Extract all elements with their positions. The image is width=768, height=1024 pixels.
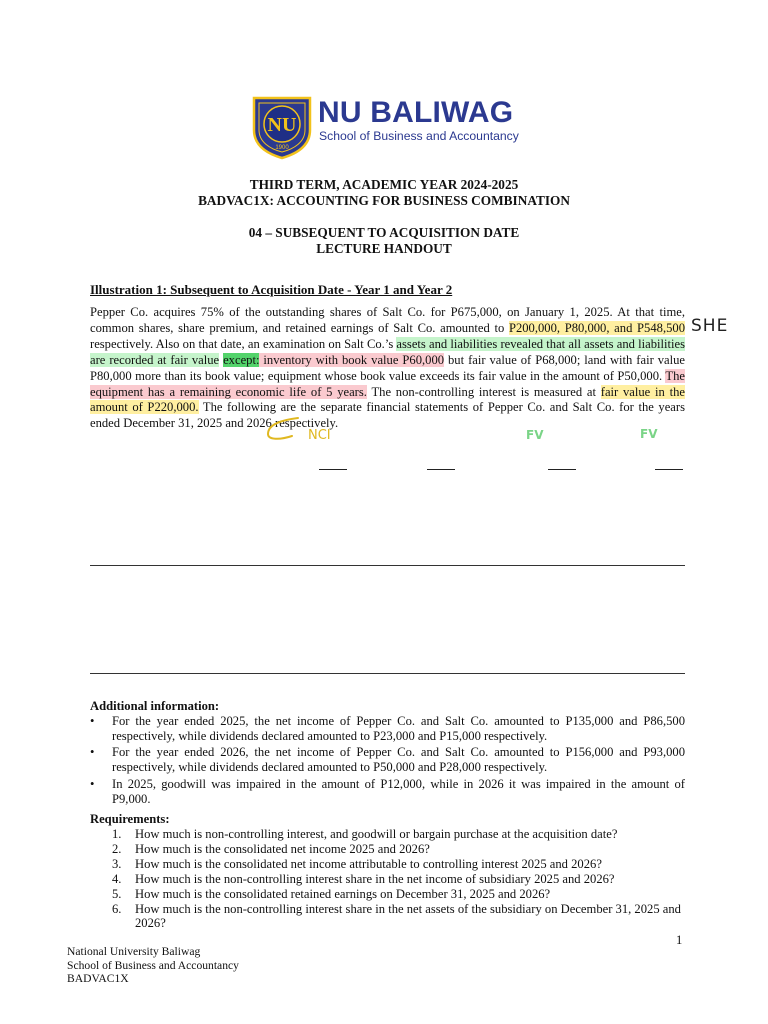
divider	[90, 565, 685, 566]
list-item: 3. How much is the consolidated net income attributable to controlling interest 2025 and 2026?	[112, 856, 602, 871]
footer	[67, 945, 239, 986]
blank-line	[427, 469, 455, 470]
blank-line	[319, 469, 347, 470]
handwritten-arrow-icon	[262, 414, 312, 444]
handwritten-fv-note-2: FV	[640, 427, 658, 441]
list-item: • For the year ended 2025, the net income of Pepper Co. and Salt Co. amounted to P135,000 and P86,500 respectively, while dividends declared amounted to P23,000 and P15,000 respectively.	[90, 714, 685, 744]
requirements-list	[90, 827, 685, 931]
handwritten-nci-note: NCI	[308, 428, 331, 443]
highlight-inventory: inventory with book value P60,000	[259, 352, 445, 367]
requirements-heading: Requirements:	[90, 812, 170, 826]
handwritten-she-note: SHE	[691, 316, 729, 336]
list-item: 6. How much is the non-controlling interest share in the net assets of the subsidiary on December 31, 2025 and 2026?	[112, 901, 681, 931]
highlight-equipment-life: The equipment has a remaining economic life of 5 years.	[90, 368, 685, 399]
brand-name: NU BALIWAG	[318, 96, 514, 129]
highlight-except: except:	[223, 352, 260, 367]
course-heading: BADVAC1X: ACCOUNTING FOR BUSINESS COMBINATION	[198, 193, 570, 208]
list-item: 1. How much is non-controlling interest, and goodwill or bargain purchase at the acquisition date?	[112, 827, 618, 841]
topic-heading: 04 – SUBSEQUENT TO ACQUISITION DATE	[248, 225, 520, 240]
school-logo	[250, 94, 530, 160]
svg-text:1900: 1900	[275, 145, 289, 151]
divider	[90, 673, 685, 674]
illustration-title: Illustration 1: Subsequent to Acquisition Date - Year 1 and Year 2	[90, 282, 453, 297]
handwritten-fv-note-1: FV	[526, 428, 544, 442]
blank-line	[548, 469, 576, 470]
footer-line: National University Baliwag	[67, 945, 201, 958]
highlight-fair-value-statement: assets and liabilities revealed that all assets and liabilities are recorded at fair value	[90, 336, 685, 367]
page-number: 1	[676, 933, 683, 947]
nu-seal-icon	[250, 94, 314, 160]
list-item: • In 2025, goodwill was impaired in the amount of P12,000, while in 2026 it was impaired in the amount of P9,000.	[90, 777, 685, 807]
highlight-nci-fair-value: fair value in the amount of P220,000.	[90, 384, 685, 415]
list-item: 5. How much is the consolidated retained earnings on December 31, 2025 and 2026?	[112, 886, 551, 901]
list-item: • For the year ended 2026, the net income of Pepper Co. and Salt Co. amounted to P156,000 and P93,000 respectively, while dividends declared amounted to P50,000 and P28,000 respectively.	[90, 745, 685, 775]
footer-line: School of Business and Accountancy	[67, 958, 239, 972]
handout-heading: LECTURE HANDOUT	[316, 241, 452, 256]
brand-subtitle: School of Business and Accountancy	[319, 129, 519, 143]
additional-info-list	[90, 714, 685, 808]
highlight-equity-values: P200,000, P80,000, and P548,500	[508, 320, 685, 335]
term-heading: THIRD TERM, ACADEMIC YEAR 2024-2025	[249, 177, 519, 192]
footer-line: BADVAC1X	[67, 972, 129, 986]
svg-text:NU: NU	[267, 114, 297, 136]
blank-line	[655, 469, 683, 470]
list-item: 4. How much is the non-controlling interest share in the net income of subsidiary 2025 and 2026?	[112, 871, 615, 886]
additional-info-heading: Additional information:	[90, 699, 220, 713]
list-item: 2. How much is the consolidated net income 2025 and 2026?	[112, 841, 430, 856]
illustration-paragraph: Pepper Co. acquires 75% of the outstanding shares of Salt Co. for P675,000, on January 1, 2025. At that time, common shares, share premium, and retained earnings of Salt Co. amounted to P200,000, P80,000, and P548,500 respectively. Also on that date, an examination on Salt Co.’s assets and liabilities revealed that all assets and liabilities are recorded at fair value except: inventory with book value P60,000 but fair value of P68,000; land with fair value P80,000 more than its book value; equipment whose book value exceeds its fair value in the amount of P50,000. The equipment has a remaining economic life of 5 years. The non-controlling interest is measured at fair value in the amount of P220,000. The following are the separate financial statements of Pepper Co. and Salt Co. for the years ended December 31, 2025 and 2026 respectively.	[90, 305, 686, 431]
